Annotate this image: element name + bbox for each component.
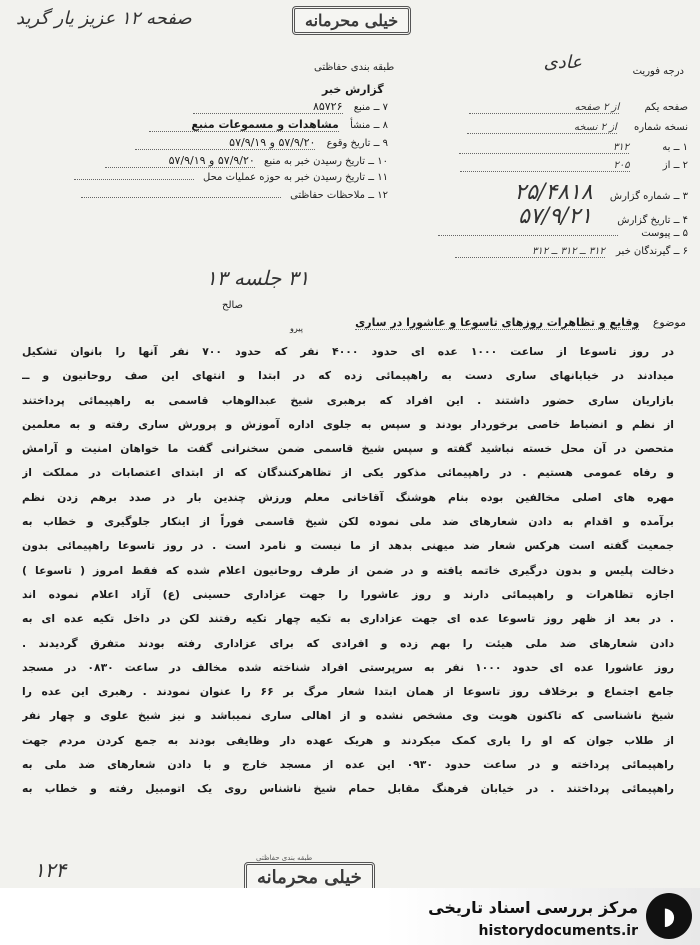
body-line: شیخ ناشناسی که تاکنون هویت وی مشخص نشده و از اهالی ساری نمیباشد و نیز شیخ علوی و چهار نفر [22, 709, 674, 723]
field-label: ۸ ــ منشأ [350, 120, 388, 131]
body-line: . در بعد از ظهر روز تاسوعا عده ای جهت عزاداری به تکیه چهار تکیه رفتند لکن در داخل تکیه عده ای به [22, 612, 674, 626]
body-line: مهره های اصلی مخالفین بوده بنام هوشنگ آقاخانی معلم ورزش چندین بار در صدد برهم زدن نظم [22, 490, 674, 504]
subject-text: وقایع و تظاهرات روزهای تاسوعا و عاشورا در ساری [355, 316, 640, 329]
sub-label: پیرو [290, 324, 303, 333]
field-label: ۱ ــ به [662, 142, 688, 153]
field-value: مشاهدات و مسموعات منبع [149, 118, 339, 132]
field-copy [418, 122, 688, 142]
field-occurrence-date [18, 136, 388, 154]
field-received-source [18, 154, 388, 172]
field-label: ۱۲ ــ ملاحظات حفاظتی [290, 190, 388, 201]
field-to [418, 142, 688, 160]
source-name: مرکز بررسی اسناد تاریخی [428, 898, 638, 917]
field-page [418, 102, 688, 122]
body-line: راهپیمائی پرداخته و در ساعت حدود ۰۹۳۰ این عده از مسجد خارج و با دادن شعارهای ضد ملی به [22, 758, 674, 772]
archive-logo-icon: ◗ [646, 893, 692, 939]
body-line: در روز تاسوعا از ساعت ۱۰۰۰ عده ای حدود ۴۰۰۰ نفر که حدود ۷۰۰ نفر آنها را بانوان تشکیل [22, 345, 674, 358]
body-line: از طلاب جوان که او را یاری کمک میکردند و هریک عهده دار وظایفی بودند به جمع کردن مردم جهت [22, 733, 674, 747]
watermark-bar [0, 888, 700, 945]
body-line: جامع اجتماع و برخلاف روز تاسوعا از همان ابتدا شعار مرگ بر ۶۶ را عنوان نمودند . رهبری این عده را [22, 685, 674, 699]
report-title: گزارش خبر [322, 83, 384, 96]
side-handwritten-note: ۳۱ جلسه ۱۳ [206, 266, 310, 290]
field-value: ۲۵/۴۸۱۸ [514, 180, 593, 205]
field-value [438, 235, 618, 236]
body-line: راهپیمائی پرداختند . در خیابان فرهنگ مقابل حمام شیخ ناشناس روی یک اتومبیل رفته و خطاب به [22, 782, 674, 796]
body-line: متحصن در آن محل خسته نباشید گفته و سپس شیخ قاسمی ضمن سخنرانی گفت ما خواهان امنیت و آرامش [22, 442, 674, 456]
field-value: ۵۷/۹/۲۰ و ۵۷/۹/۱۹ [135, 136, 315, 150]
source-url: historydocuments.ir [478, 923, 638, 939]
body-line: میدادند در خیابانهای ساری دست به راهپیمائی زده که در ابتدا و انتهای این صف روحانیون و ــ [22, 369, 674, 383]
field-label: ۱۰ ــ تاریخ رسیدن خبر به منبع [264, 156, 388, 167]
field-origin [18, 118, 388, 136]
field-value: ۸۵۷۲۶ [193, 100, 343, 114]
degree-value: عادی [543, 52, 582, 73]
section-label: صالح [222, 300, 244, 311]
left-header-fields [18, 100, 388, 208]
field-from [418, 160, 688, 180]
field-value [74, 179, 194, 180]
field-value: ۵۷/۹/۲۱ [518, 204, 593, 229]
field-value: از ۲ صفحه [469, 102, 619, 114]
field-received-local [18, 172, 388, 190]
field-label: ۳ ــ شماره گزارش [609, 191, 688, 202]
field-value: از ۲ نسخه [467, 122, 617, 134]
field-value: ۳۱۲ ــ ۳۱۲ ــ ۳۱۲ [455, 246, 605, 258]
field-report-date [418, 204, 688, 228]
field-value: ۲۰۵ [460, 160, 630, 172]
body-line: جمعیت گفته است هرکس شعار ضد میهنی بدهد از ما نیست و نامرد است . در روز تاسوعا راهپیمائی بدون [22, 539, 674, 553]
right-header-fields [418, 102, 688, 264]
bottom-stamp-caption: طبقه بندی حفاظتی [256, 854, 313, 862]
field-label: ۶ ــ گیرندگان خبر [616, 246, 688, 257]
field-security-notes [18, 190, 388, 208]
body-line: از نظم و انضباط خاصی برخوردار بودند و سپس به جلوی اداره آموزش و پرورش ساری رفته و به معلمین [22, 417, 674, 431]
body-line: دادن شعارهای ضد ملی هیئت را بهم زده و افرادی که برای عزاداری رفته بودند متفرق گردیدند . [22, 636, 674, 650]
field-report-number [418, 180, 688, 204]
field-label: ۴ ــ تاریخ گزارش [617, 215, 688, 226]
top-classification-stamp: خیلی محرمانه [292, 6, 411, 35]
field-label: ۵ ــ پیوست [641, 228, 688, 239]
field-label: نسخه شماره [634, 122, 688, 133]
body-line: برآمده و اقدام به دادن شعارهای ضد ملی نموده لکن شیخ قاسمی فوراً از اینکار جلوگیری و خطاب به [22, 515, 674, 529]
field-value [81, 197, 281, 198]
body-line: روز عاشورا عده ای حدود ۱۰۰۰ نفر به سرپرستی افراد شناخته شده مخالف در ساعت ۰۸۳۰ در مسجد [22, 660, 674, 674]
subject-line [22, 316, 686, 330]
bottom-classification-stamp: خیلی محرمانه [244, 862, 375, 893]
body-line: بازاریان ساری حضور داشتند . این افراد که برهبری شیخ عبدالوهاب قاسمی به راهپیمائی پرداختند [22, 393, 674, 407]
field-recipients [418, 246, 688, 264]
field-label: ۷ ــ منبع [353, 102, 388, 113]
body-line: دخالت پلیس و بدون درگیری خاتمه یافته و در ضمن از طرف روحانیون اعلام شده که فقط امروز ( تاسوعا ) [22, 563, 674, 577]
top-handwriting: صفحه ۱۲ عزیز یار گرید [16, 8, 192, 29]
page-number: ۱۲۴ [34, 858, 67, 882]
field-value: ۵۷/۹/۲۰ و ۵۷/۹/۱۹ [105, 154, 255, 168]
classification-label: طبقه بندی حفاظتی [314, 62, 395, 73]
field-value: ۳۱۲ [459, 142, 629, 154]
field-label: صفحه یکم [644, 102, 688, 113]
body-line: و رفاه عمومی هستیم . در راهپیمائی مذکور یکی از تظاهرکنندگان که از ابتدای اعتصابات در مملکت از [22, 466, 674, 480]
body-line: اجازه تظاهرات و راهپیمائی دارند و روز عاشورا را جهت عزاداری حسینی (ع) آزاد اعلام نموده اند [22, 587, 674, 601]
subject-label: موضوع [652, 316, 686, 329]
field-source [18, 100, 388, 118]
field-attachment [418, 228, 688, 246]
field-label: ۹ ــ تاریخ وقوع [326, 138, 388, 149]
field-label: ۱۱ ــ تاریخ رسیدن خبر به حوزه عملیات محل [203, 172, 388, 183]
field-label: ۲ ــ از [662, 160, 688, 171]
degree-label: درجه فوریت [632, 66, 684, 77]
report-body [22, 340, 674, 802]
